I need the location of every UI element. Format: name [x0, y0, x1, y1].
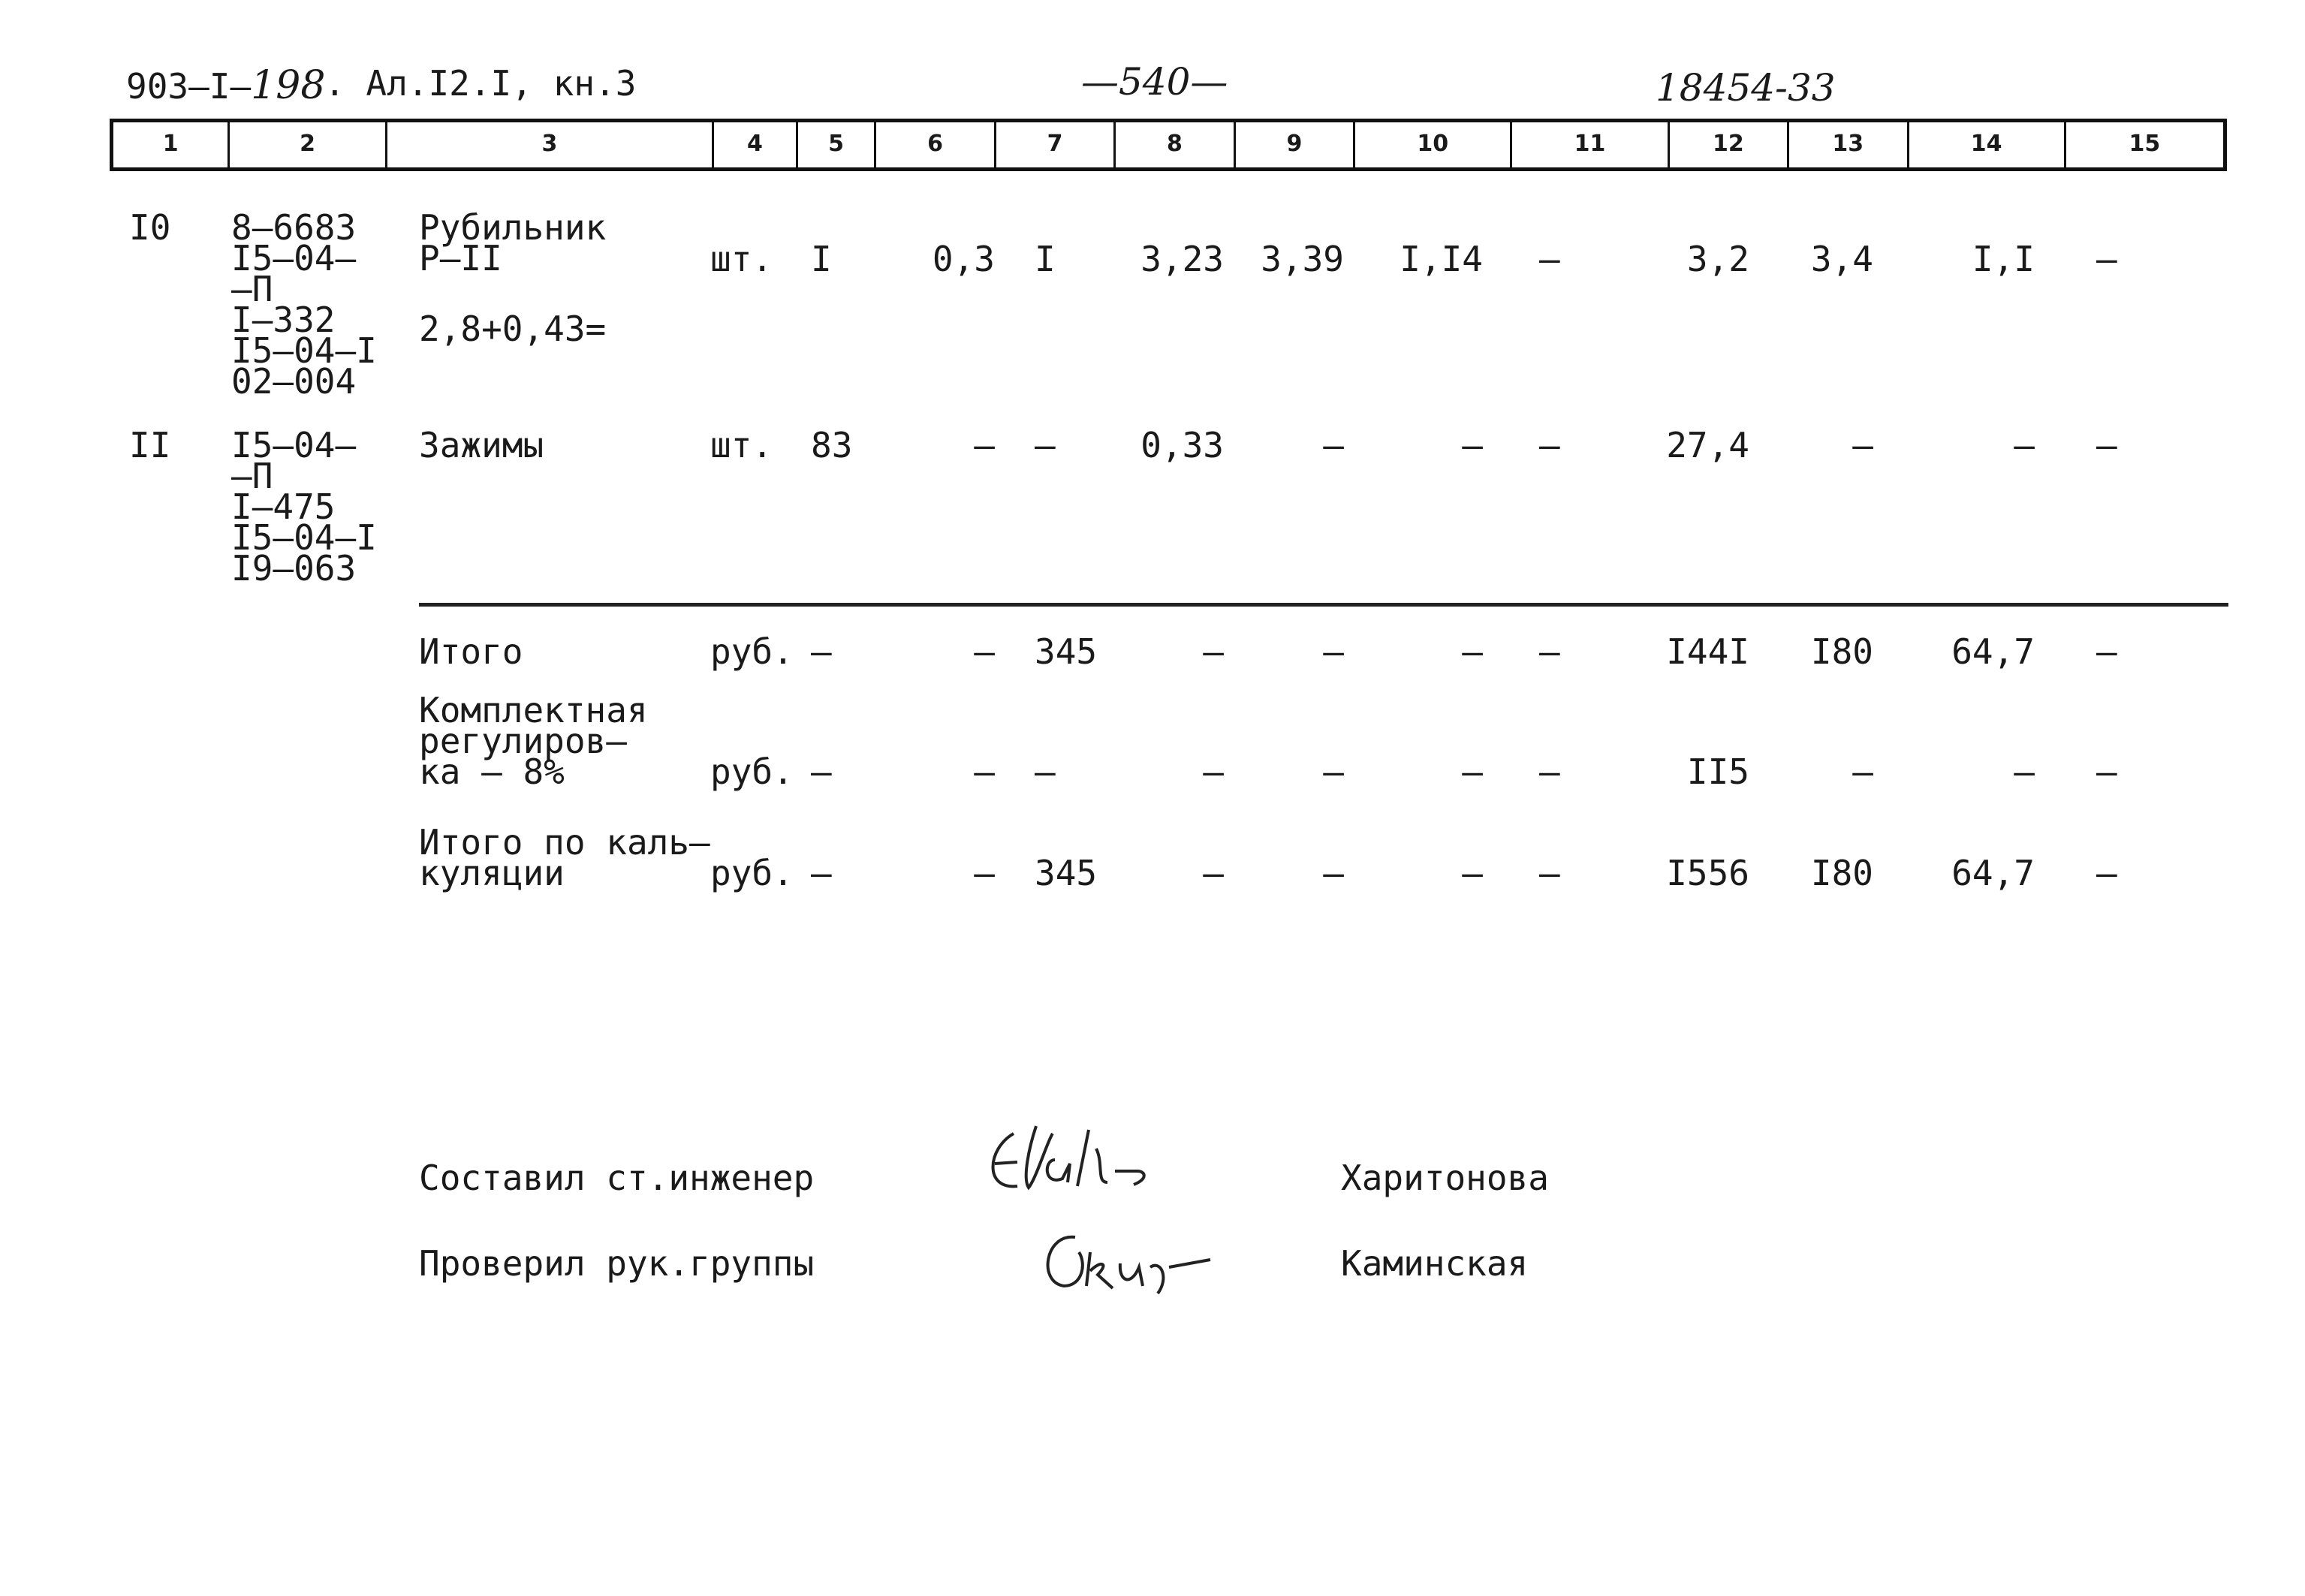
- total-value-c12: II5: [1686, 751, 1749, 792]
- total-value-c13: I80: [1810, 853, 1873, 893]
- resource-code: I5–04–I: [231, 517, 377, 558]
- column-header-14: 14: [1909, 122, 2066, 167]
- total-value-c9: –: [1323, 853, 1344, 893]
- total-value-c11: –: [1539, 751, 1560, 792]
- total-value-c14: –: [2014, 751, 2035, 792]
- unit: руб.: [710, 631, 794, 672]
- total-value-c7: 345: [1035, 631, 1098, 672]
- resource-code: I–475: [231, 486, 336, 527]
- total-label: регулиров–: [419, 721, 627, 761]
- page-number: —540—: [1081, 60, 1228, 104]
- column-header-9: 9: [1236, 122, 1355, 167]
- column-header-10: 10: [1355, 122, 1512, 167]
- unit: шт.: [710, 425, 773, 465]
- value-c8: 3,23: [1140, 239, 1224, 279]
- resource-code: I5–04–I: [231, 330, 377, 371]
- checked-by-role: Проверил рук.группы: [419, 1243, 815, 1284]
- doc-code: [126, 63, 325, 108]
- column-header-5: 5: [798, 122, 877, 167]
- total-value-c15: –: [2096, 751, 2117, 792]
- resource-code: 8–6683: [231, 207, 357, 248]
- total-value-c6: –: [974, 751, 995, 792]
- doc-code-printed: 903–I–: [126, 66, 252, 107]
- value-c6: 0,3: [932, 239, 995, 279]
- unit: шт.: [710, 239, 773, 279]
- value-c12: 27,4: [1666, 425, 1749, 465]
- column-header-1: 1: [113, 122, 230, 167]
- total-value-c11: –: [1539, 853, 1560, 893]
- total-value-c9: –: [1323, 751, 1344, 792]
- total-value-c12: I556: [1666, 853, 1749, 893]
- total-label: куляции: [419, 853, 565, 893]
- total-value-c6: –: [974, 853, 995, 893]
- value-c15: –: [2096, 425, 2117, 465]
- total-value-c14: 64,7: [1951, 853, 2035, 893]
- row-number: I0: [129, 207, 171, 248]
- value-c12: 3,2: [1686, 239, 1749, 279]
- resource-code: –П: [231, 456, 273, 496]
- total-value-c5: –: [811, 853, 832, 893]
- column-header-8: 8: [1116, 122, 1235, 167]
- item-name: Зажимы: [419, 425, 544, 465]
- total-value-c8: –: [1203, 751, 1224, 792]
- value-c14: I,I: [1972, 239, 2035, 279]
- resource-code: I5–04–: [231, 425, 357, 465]
- compiled-by-role: Составил ст.инженер: [419, 1158, 815, 1198]
- total-label: Итого: [419, 631, 523, 672]
- total-value-c7: 345: [1035, 853, 1098, 893]
- item-name: Р–II: [419, 238, 502, 279]
- column-header-15: 15: [2129, 131, 2161, 157]
- project-reference: 18454-33: [1656, 66, 1836, 110]
- value-c8: 0,33: [1140, 425, 1224, 465]
- total-value-c11: –: [1539, 631, 1560, 672]
- value-c9: –: [1323, 425, 1344, 465]
- value-c5: 83: [811, 425, 853, 465]
- doc-code-handwritten: 198: [251, 63, 326, 108]
- total-value-c10: –: [1462, 853, 1483, 893]
- resource-code: –П: [231, 269, 273, 309]
- total-value-c15: –: [2096, 853, 2117, 893]
- resource-code: 02–004: [231, 361, 357, 402]
- total-value-c14: 64,7: [1951, 631, 2035, 672]
- value-c5: I: [811, 239, 832, 279]
- column-header-13: 13: [1789, 122, 1909, 167]
- total-label: Итого по каль–: [419, 822, 710, 863]
- total-value-c13: –: [1852, 751, 1873, 792]
- value-c9: 3,39: [1261, 239, 1344, 279]
- value-c7: –: [1035, 425, 1056, 465]
- resource-code: I9–063: [231, 548, 357, 589]
- total-value-c10: –: [1462, 631, 1483, 672]
- value-c14: –: [2014, 425, 2035, 465]
- album-reference: . Ал.I2.I, кн.3: [324, 63, 637, 104]
- value-c11: –: [1539, 239, 1560, 279]
- total-value-c15: –: [2096, 631, 2117, 672]
- total-label: Комплектная: [419, 690, 648, 730]
- column-header-3: 3: [387, 122, 714, 167]
- compiled-by-name: Харитонова: [1341, 1158, 1549, 1198]
- checked-by-name: Каминская: [1341, 1243, 1529, 1284]
- total-value-c5: –: [811, 751, 832, 792]
- value-c13: 3,4: [1810, 239, 1873, 279]
- column-header-11: 11: [1512, 122, 1669, 167]
- total-value-c13: I80: [1810, 631, 1873, 672]
- total-value-c8: –: [1203, 853, 1224, 893]
- total-value-c8: –: [1203, 631, 1224, 672]
- signature-compiled: [984, 1119, 1239, 1201]
- column-header-7: 7: [996, 122, 1116, 167]
- value-c15: –: [2096, 239, 2117, 279]
- total-value-c5: –: [811, 631, 832, 672]
- total-label: ка – 8%: [419, 751, 565, 792]
- value-c11: –: [1539, 425, 1560, 465]
- total-value-c7: –: [1035, 751, 1056, 792]
- column-header-6: 6: [876, 122, 996, 167]
- totals-divider: [419, 603, 2228, 607]
- column-header-12: 12: [1670, 122, 1789, 167]
- signature-checked: [1038, 1222, 1278, 1305]
- unit: руб.: [710, 751, 794, 792]
- total-value-c6: –: [974, 631, 995, 672]
- value-c13: –: [1852, 425, 1873, 465]
- column-header-4: 4: [714, 122, 798, 167]
- column-header-table: [110, 119, 2227, 171]
- resource-code: I–332: [231, 300, 336, 340]
- item-formula: 2,8+0,43=: [419, 309, 607, 349]
- unit: руб.: [710, 853, 794, 893]
- resource-code: I5–04–: [231, 238, 357, 279]
- value-c10: I,I4: [1400, 239, 1483, 279]
- row-number: II: [129, 425, 171, 465]
- item-name: Рубильник: [419, 207, 607, 248]
- column-header-2: 2: [230, 122, 387, 167]
- total-value-c10: –: [1462, 751, 1483, 792]
- value-c6: –: [974, 425, 995, 465]
- total-value-c9: –: [1323, 631, 1344, 672]
- value-c10: –: [1462, 425, 1483, 465]
- total-value-c12: I44I: [1666, 631, 1749, 672]
- value-c7: I: [1035, 239, 1056, 279]
